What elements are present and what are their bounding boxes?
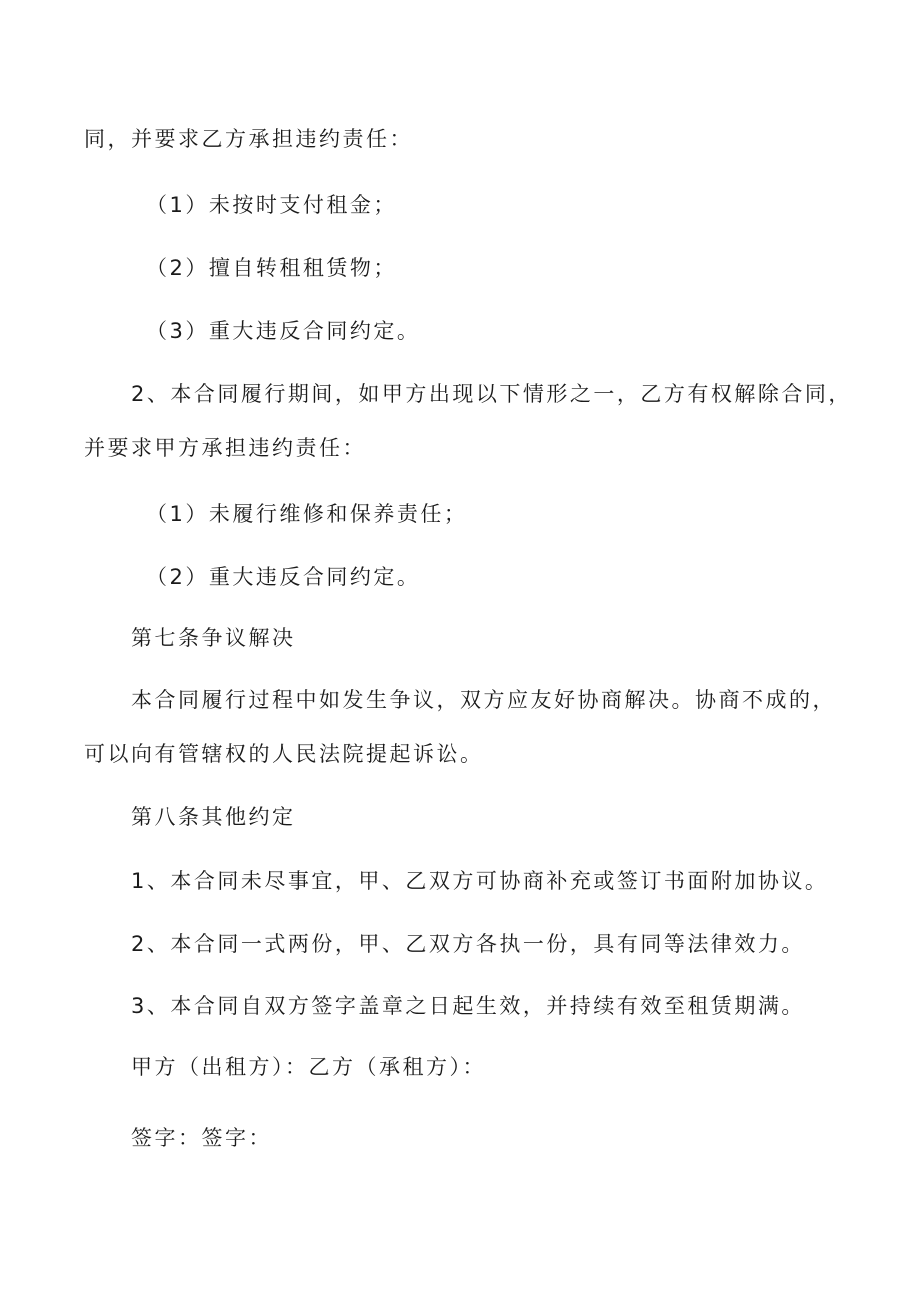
list-item: （2）擅自转租租赁物； (146, 256, 397, 280)
party-labels: 甲方（出租方）：乙方（承租方）： (131, 1055, 486, 1079)
section-heading: 第八条其他约定 (131, 805, 296, 829)
list-item: （3）重大违反合同约定。 (146, 319, 421, 343)
clause-continuation: 同，并要求乙方承担违约责任： (84, 127, 413, 151)
signature-labels: 签字：签字： (131, 1126, 272, 1150)
clause-paragraph: 3、本合同自双方签字盖章之日起生效，并持续有效至租赁期满。 (131, 994, 805, 1018)
clause-paragraph-continuation: 并要求甲方承担违约责任： (84, 436, 366, 460)
section-heading: 第七条争议解决 (131, 626, 296, 650)
clause-paragraph: 2、本合同履行期间，如甲方出现以下情形之一，乙方有权解除合同， (131, 382, 852, 406)
clause-paragraph-continuation: 可以向有管辖权的人民法院提起诉讼。 (84, 742, 484, 766)
clause-paragraph: 本合同履行过程中如发生争议，双方应友好协商解决。协商不成的， (131, 688, 836, 712)
list-item: （1）未履行维修和保养责任； (146, 502, 468, 526)
list-item: （2）重大违反合同约定。 (146, 565, 421, 589)
list-item: （1）未按时支付租金； (146, 193, 397, 217)
clause-paragraph: 1、本合同未尽事宜，甲、乙双方可协商补充或签订书面附加协议。 (131, 869, 829, 893)
clause-paragraph: 2、本合同一式两份，甲、乙双方各执一份，具有同等法律效力。 (131, 932, 805, 956)
